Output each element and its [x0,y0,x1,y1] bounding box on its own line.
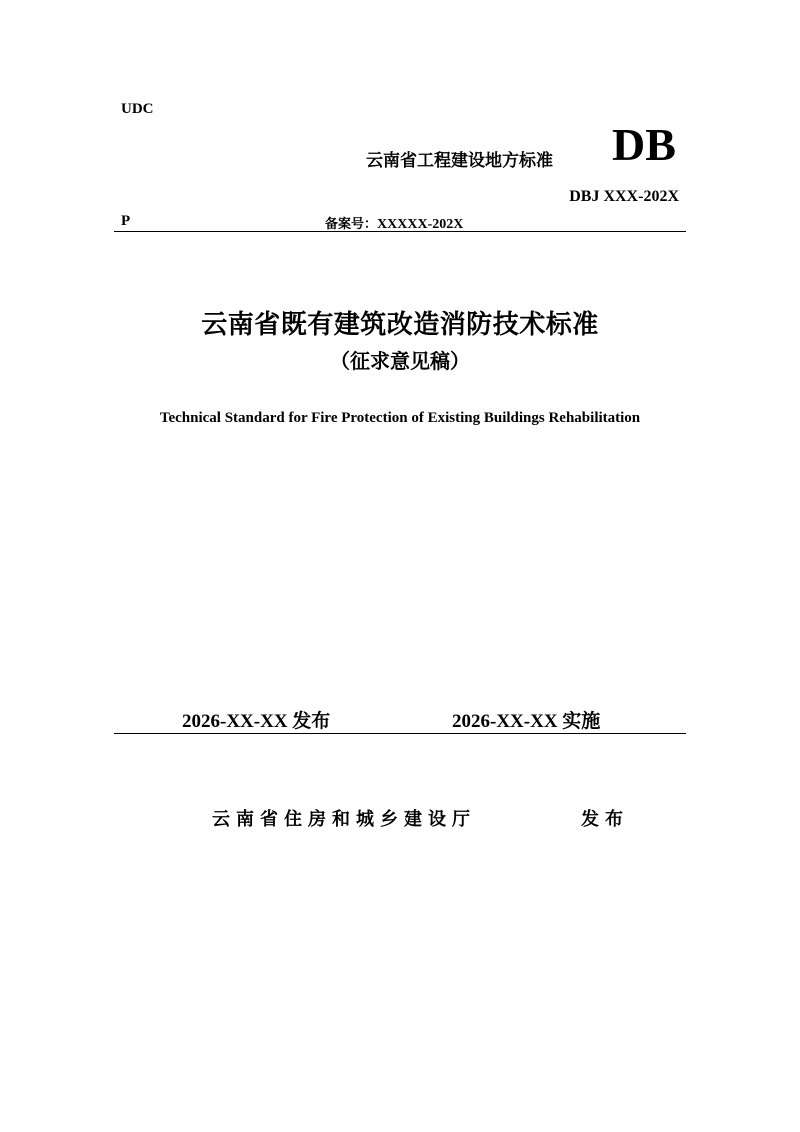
p-label: P [121,213,131,229]
publish-label: 发布 [292,710,331,732]
record-number: XXXXX-202X [377,217,464,232]
effective-date-line [452,706,600,733]
issue-label: 发布 [581,809,629,830]
effective-label: 实施 [562,710,601,732]
record-label: 备案号： [325,217,378,232]
udc-label: UDC [121,101,154,117]
standard-category: 云南省工程建设地方标准 [366,151,553,171]
draft-note: （征求意见稿） [330,349,470,373]
issuer: 云南省住房和城乡建设厅 [212,809,476,830]
date-divider [114,733,686,734]
publish-date: 2026-XX-XX [182,711,288,732]
publish-date-line [182,706,330,733]
standard-number: DBJ XXX-202X [569,188,679,205]
db-mark: DB [612,119,676,170]
record-number-line [325,213,463,233]
document-title: 云南省既有建筑改造消防技术标准 [201,310,599,340]
header-divider [114,231,686,232]
english-title: Technical Standard for Fire Protection of Existing Buildings Rehabilitation [159,410,641,426]
effective-date: 2026-XX-XX [452,711,558,732]
